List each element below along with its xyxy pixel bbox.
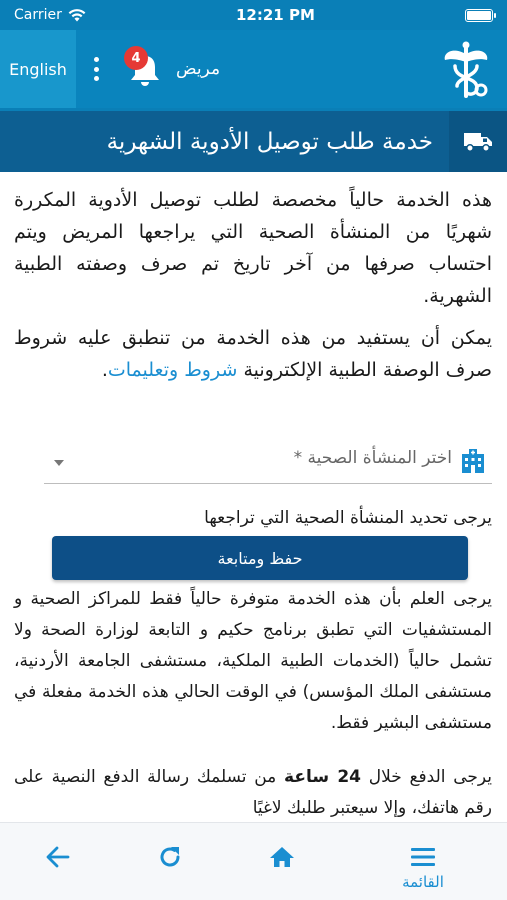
nav-refresh[interactable] — [150, 837, 190, 877]
facility-select[interactable] — [44, 440, 492, 484]
hamburger-menu-icon — [410, 847, 436, 867]
availability-notice: يرجى العلم بأن هذه الخدمة متوفرة حالياً فقط للمراكز الصحية و المستشفيات التي تطبق برنامج حكيم و التابعة لوزارة الصحة ولا تشمل حالياً (الخدمات الطبية الملكية، مستشفى الجامعة الأردنية، مستشفى الملك المؤسس) في الوقت الحالي هذه الخدمة مفعلة في مستشفى البشير فقط. — [14, 589, 492, 733]
terms-end: . — [101, 359, 108, 381]
payment-notice-start: يرجى الدفع خلال — [368, 767, 493, 787]
battery-level — [467, 11, 491, 20]
status-bar — [0, 0, 507, 30]
terms-paragraph — [14, 322, 492, 386]
back-arrow-icon — [46, 846, 70, 868]
payment-notice-end: من تسلمك رسالة الدفع النصية على رقم هاتفك، وإلا سيعتبر طلبك لاغيًا — [14, 767, 492, 818]
payment-deadline: 24 ساعة — [284, 767, 361, 787]
nav-menu-label[interactable]: القائمة — [402, 873, 444, 891]
chevron-down-icon — [54, 460, 64, 466]
status-time: 12:21 PM — [236, 6, 315, 24]
intro-paragraph: هذه الخدمة حالياً مخصصة لطلب توصيل الأدوية المكررة شهريًا من المنشأة الصحية التي يراجعها المريض ويتم احتساب صرفها من آخر تاريخ تم صرف وصفته الطبية الشهرية. — [14, 189, 492, 307]
refresh-icon — [158, 845, 182, 869]
home-icon — [269, 846, 295, 868]
nav-home[interactable] — [262, 837, 302, 877]
save-continue-button[interactable]: حفظ ومتابعة — [52, 536, 468, 580]
main-content — [0, 172, 507, 822]
hospital-building-icon — [460, 448, 486, 474]
app-header — [0, 30, 507, 108]
title-icon-box — [449, 111, 507, 172]
carrier-label: Carrier — [14, 7, 62, 23]
battery-icon — [465, 9, 493, 22]
caduceus-logo — [433, 36, 499, 102]
nav-menu[interactable] — [403, 837, 443, 877]
bottom-navigation — [0, 822, 507, 900]
language-button[interactable]: English — [0, 30, 76, 108]
status-left — [14, 7, 86, 23]
user-role: مريض — [176, 59, 221, 79]
payment-notice — [14, 762, 492, 822]
notification-badge: 4 — [124, 46, 148, 70]
nav-back[interactable] — [38, 837, 78, 877]
terms-text: يمكن أن يستفيد من هذه الخدمة من تنطبق عليه شروط صرف الوصفة الطبية الإلكترونية — [14, 327, 492, 381]
terms-link[interactable]: شروط وتعليمات — [107, 359, 238, 381]
facility-hint: يرجى تحديد المنشأة الصحية التي تراجعها — [204, 508, 492, 528]
kebab-icon[interactable] — [86, 54, 106, 84]
delivery-truck-icon — [463, 131, 493, 153]
page-title: خدمة طلب توصيل الأدوية الشهرية — [106, 128, 433, 155]
facility-select-placeholder: اختر المنشأة الصحية * — [293, 448, 452, 468]
wifi-icon — [68, 9, 86, 22]
service-title-bar — [0, 108, 507, 172]
